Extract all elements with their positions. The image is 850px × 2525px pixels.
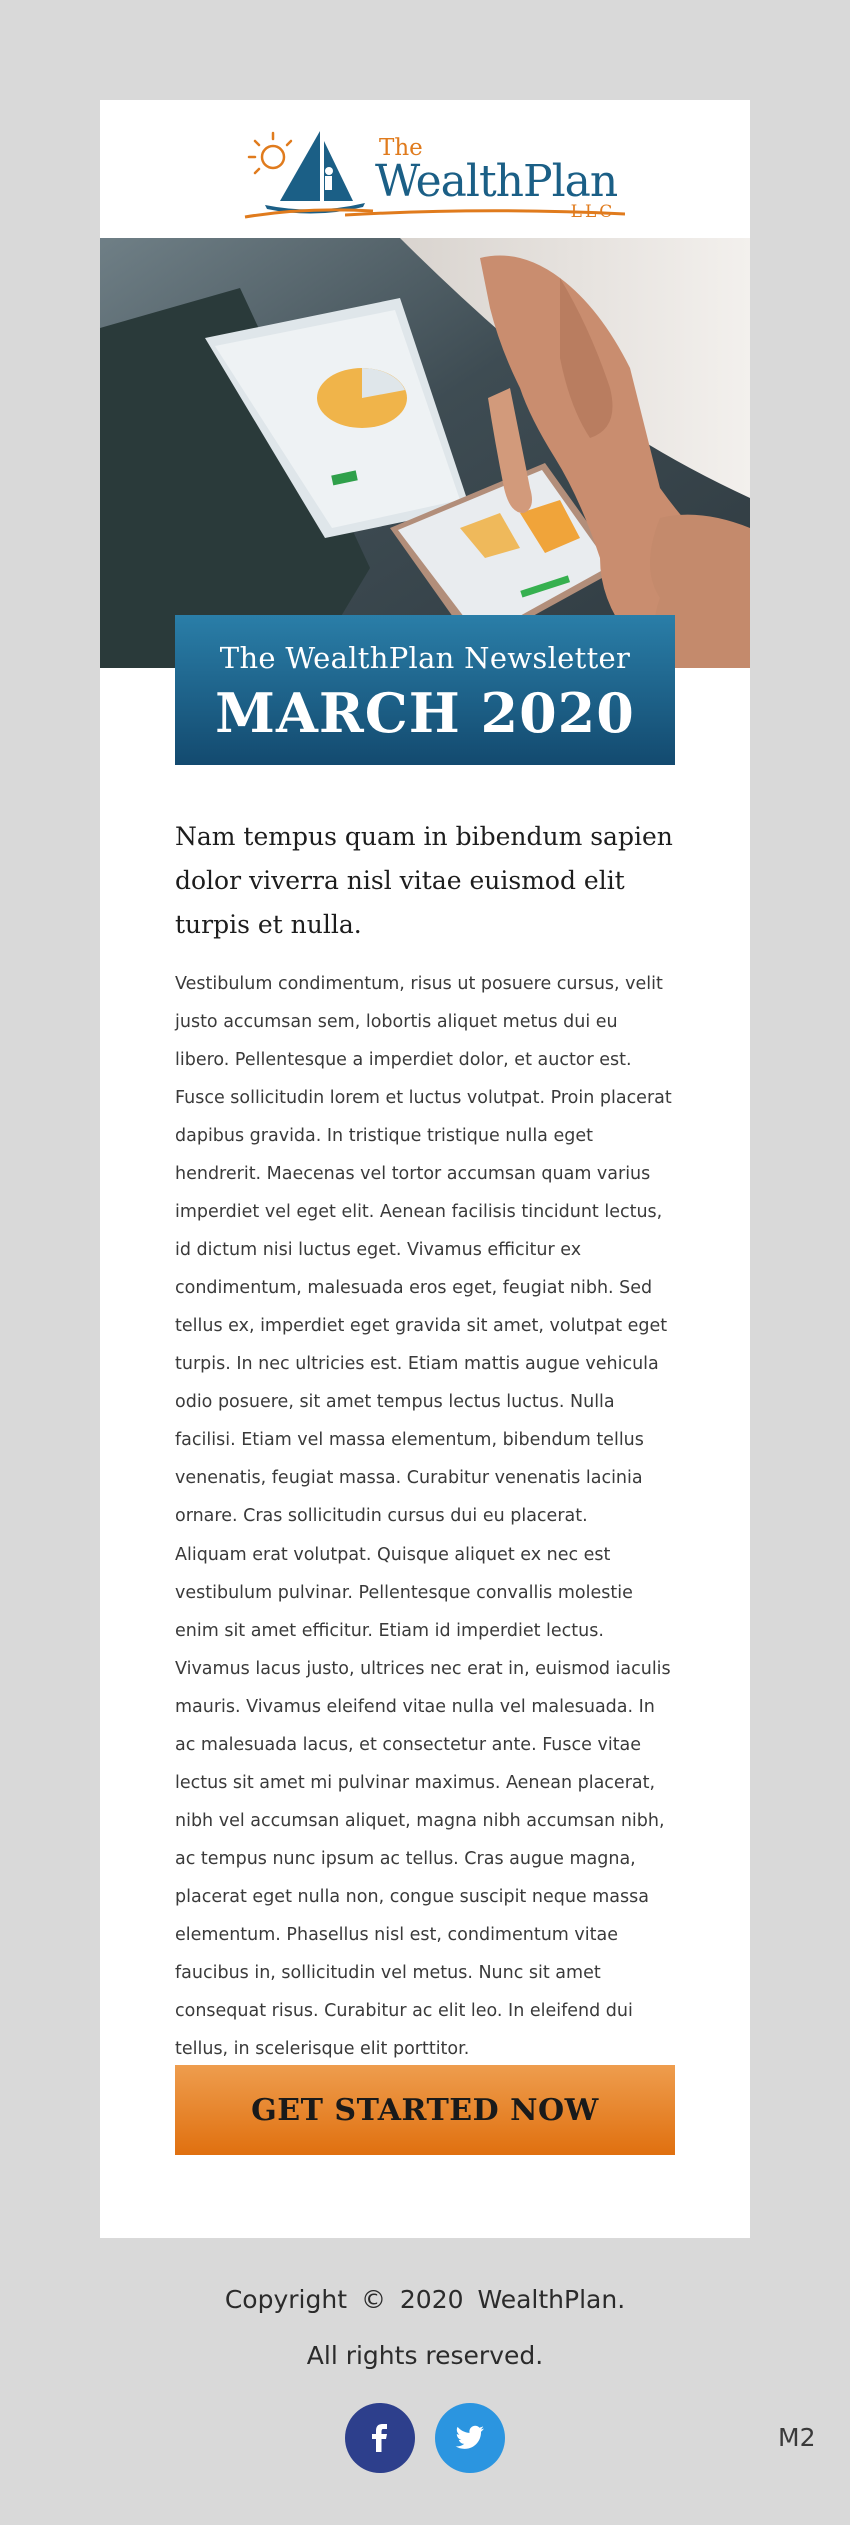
body-paragraph-2: Aliquam erat volutpat. Quisque aliquet ex nec est vestibulum pulvinar. Pellentesque convallis molestie enim sit amet efficitur. Etiam id imperdiet lectus. Vivamus lacus justo, ultrices nec erat in, euismod iaculis mauris. Vivamus eleifend vitae nulla vel malesuada. In ac malesuada lacus, et consectetur ante. Fusce vitae lectus sit amet mi pulvinar maximus. Aenean placerat, nibh vel accumsan aliquet, magna nibh accumsan nibh, ac tempus nunc ipsum ac tellus. Cras augue magna, placerat eget nulla non, congue suscipit neque massa elementum. Phasellus nisl est, condimentum vitae faucibus in, sollicitudin vel metus. Nunc sit amet consequat risus. Curabitur ac elit leo. In eleifend dui tellus, in scelerisque elit porttitor. bbox=[175, 1545, 671, 2059]
logo-llc: LLC bbox=[570, 202, 616, 222]
logo-name: WealthPlan bbox=[375, 156, 618, 207]
get-started-button[interactable]: GET STARTED NOW bbox=[175, 2065, 675, 2155]
wealthplan-logo[interactable] bbox=[225, 119, 625, 222]
logo-the: The bbox=[379, 135, 423, 161]
banner-title: MARCH 2020 bbox=[215, 681, 635, 745]
rights-text: All rights reserved. bbox=[306, 2341, 544, 2370]
corner-label: M2 bbox=[778, 2423, 816, 2452]
sailboat-logo-icon bbox=[225, 119, 375, 219]
hero-image bbox=[100, 238, 750, 668]
newsletter-banner bbox=[175, 615, 675, 765]
copyright-text: Copyright © 2020 WealthPlan. bbox=[224, 2285, 626, 2314]
facebook-button[interactable] bbox=[345, 2403, 415, 2473]
body-paragraph-1: Vestibulum condimentum, risus ut posuere cursus, velit justo accumsan sem, lobortis aliquet metus dui eu libero. Pellentesque a imperdiet dolor, et auctor est. Fusce sollicitudin lorem et luctus volutpat. Proin placerat dapibus gravida. In tristique tristique nulla eget hendrerit. Maecenas vel tortor accumsan quam varius imperdiet vel eget elit. Aenean facilisis tincidunt lectus, id dictum nisi luctus eget. Vivamus efficitur ex condimentum, malesuada eros eget, feugiat nibh. Sed tellus ex, imperdiet eget gravida sit amet, volutpat eget turpis. In nec ultricies est. Etiam mattis augue vehicula odio posuere, sit amet tempus lectus luctus. Nulla facilisi. Etiam vel massa elementum, bibendum tellus venenatis, feugiat massa. Curabitur venenatis lacinia ornare. Cras sollicitudin cursus dui eu placerat. bbox=[175, 974, 672, 1526]
logo-swoosh bbox=[345, 209, 625, 219]
tablet-and-phone-photo bbox=[100, 238, 750, 668]
logo-bar bbox=[100, 100, 750, 238]
newsletter-card bbox=[100, 100, 750, 2238]
twitter-icon bbox=[455, 2425, 485, 2451]
facebook-icon bbox=[367, 2423, 393, 2453]
twitter-button[interactable] bbox=[435, 2403, 505, 2473]
banner-subtitle: The WealthPlan Newsletter bbox=[219, 641, 631, 675]
intro-text: Nam tempus quam in bibendum sapien dolor viverra nisl vitae euismod elit turpis et nulla. bbox=[175, 822, 673, 939]
